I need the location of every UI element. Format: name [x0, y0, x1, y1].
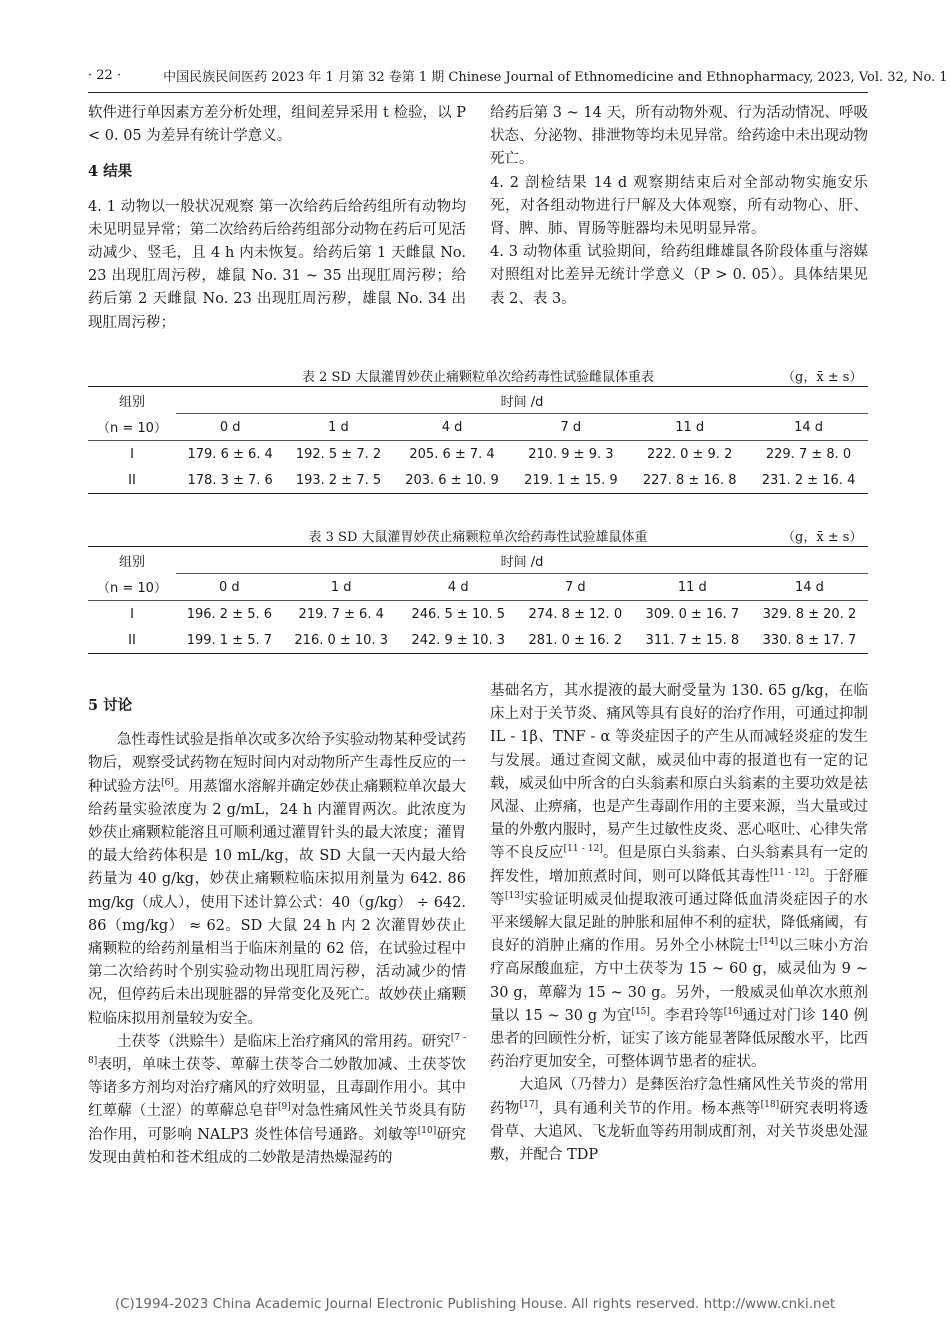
citation: [17]	[519, 1099, 539, 1110]
table2-day-header: 1 d	[284, 414, 392, 441]
table3-cell: 242. 9 ± 10. 3	[400, 627, 517, 654]
discussion-paragraph-3	[490, 1074, 868, 1167]
citation: [11 - 12]	[563, 844, 603, 855]
text-run: 研究表明将透骨草、大追风、飞龙斩血等药用制成酊剂，对关节炎患处湿敷，并配合 TDP	[490, 1100, 869, 1164]
table2-time-header: 时间 /d	[176, 387, 868, 414]
result-4-3-paragraph: 4. 3 动物体重 试验期间，给药组雌雄鼠各阶段体重与溶媒对照组对比差异无统计学意义（P > 0. 05）。具体结果见表 2、表 3。	[490, 244, 868, 307]
table2-cell: 231. 2 ± 16. 4	[749, 467, 868, 494]
table3	[88, 546, 868, 654]
citation: [14]	[759, 937, 779, 948]
table2	[88, 386, 868, 494]
table3-cell: 281. 0 ± 16. 2	[517, 627, 634, 654]
table3-cell: 329. 8 ± 20. 2	[762, 606, 857, 622]
table2-cell: 192. 5 ± 7. 2	[295, 446, 382, 462]
table3-group-cell: II	[88, 627, 176, 654]
table2-day-header: 11 d	[630, 414, 749, 441]
right-column-bottom	[490, 680, 868, 1167]
citation: [10]	[417, 1125, 437, 1136]
table3-cell: 219. 7 ± 6. 4	[298, 606, 384, 622]
discussion-paragraph-2	[88, 1031, 466, 1170]
text-run: 。李君玲等	[649, 1007, 724, 1024]
discussion-paragraph-1	[88, 729, 466, 1031]
result-4-1-paragraph: 4. 1 动物以一般状况观察 第一次给药后给药组所有动物均未见明显异常；第二次给药后给药组部分动物在药后可见活动减少、竖毛，且 4 h 内未恢复。给药后第 1 天雌鼠 No. 23 出现肛周污秽，雄鼠 No. 31 ~ 35 出现肛周污秽；给药后第 2 天雌鼠 No. 23 出现肛周污秽，雄鼠 No. 34 出现肛周污秽；	[88, 198, 466, 331]
table3-cell: 246. 5 ± 10. 5	[411, 606, 506, 622]
text-run: 通过对门诊 140 例患者的回顾性分析，证实了该方能显著降低尿酸水平，比西药治疗更加安全，可整体调节患者的症状。	[490, 1007, 868, 1071]
text-run: 土茯苓（洪赊牛）是临床上治疗痛风的常用药。研究	[117, 1033, 451, 1050]
right-column-top	[490, 102, 868, 311]
table2-unit: （g，x̄ ± s）	[782, 370, 863, 385]
table2-cell: 193. 2 ± 7. 5	[284, 467, 392, 494]
text-run: 表明，单味土茯苓、萆薢土茯苓合二妙散加减、土茯苓饮等诸多方剂均对治疗痛风的疗效明显，且毒副作用小。其中红萆薢（土涩）的萆薢总皂苷	[88, 1057, 466, 1120]
table3-group-header: 组别	[88, 547, 176, 574]
table3-cell: 196. 2 ± 5. 6	[186, 606, 272, 622]
table3-cell: 216. 0 ± 10. 3	[283, 627, 400, 654]
table3-day-header: 0 d	[176, 574, 283, 601]
table3-cell: 199. 1 ± 5. 7	[176, 627, 283, 654]
table-row	[88, 627, 868, 654]
table2-group-cell: II	[88, 467, 176, 494]
table2-cell: 210. 9 ± 9. 3	[528, 446, 614, 462]
citation: [9]	[277, 1102, 291, 1113]
table-row	[88, 601, 868, 628]
copyright-footer: (C)1994-2023 China Academic Journal Electronic Publishing House. All rights reserved. http://www.cnki.net	[114, 1296, 836, 1312]
text-run: 以三味小方治疗高尿酸血症，方中土茯苓为 15 ~ 60 g，威灵仙为 9 ~ 30 g，萆薢为 15 ~ 30 g。另外，一般威灵仙单次水煎剂量以 15 ~ 30 g 为宜	[490, 938, 869, 1024]
running-header	[88, 64, 948, 86]
table2-cell: 178. 3 ± 7. 6	[176, 467, 284, 494]
table3-cell: 274. 8 ± 12. 0	[528, 606, 623, 622]
citation: [13]	[504, 891, 524, 901]
table3-cell: 309. 0 ± 16. 7	[645, 606, 740, 622]
text-run: 基础名方，其水提液的最大耐受量为 130. 65 g/kg，在临床上对于关节炎、痛风等具有良好的治疗作用，可通过抑制 IL - 1β、TNF - α 等炎症因子的产生从而减轻炎症的发生与发展。通过查阅文献，威灵仙中毒的报道也有一定的记载，威灵仙中所含的白头翁素和原白头翁素的主要功效是祛风湿、止痹痛，也是产生毒副作用的主要来源，当大量或过量的外敷内服时，易产生过敏性皮炎、恶心呕吐、心律失常等不良反应	[490, 683, 868, 862]
text-run: 对急性痛风性关节炎具有防治作用，可影响 NALP3 炎性体信号通路。刘敏等	[88, 1103, 467, 1143]
table3-day-header: 11 d	[634, 574, 751, 601]
table-row	[88, 467, 868, 494]
citation: [16]	[723, 1007, 743, 1018]
table2-group-cell: I	[130, 446, 134, 462]
table2-day-header: 4 d	[393, 414, 512, 441]
table2-cell: 229. 7 ± 8. 0	[765, 446, 852, 462]
table3-unit: （g，x̄ ± s）	[782, 530, 863, 545]
table3-day-header: 1 d	[283, 574, 400, 601]
table2-day-header: 14 d	[749, 414, 868, 441]
table2-day-header: 0 d	[176, 414, 284, 441]
journal-info: 中国民族民间医药 2023 年 1 月第 32 卷第 1 期 Chinese Journal of Ethnomedicine and Ethnopharmacy, 2023, Vol. 32, No. 1	[163, 69, 948, 85]
citation: [18]	[760, 1099, 780, 1110]
text-run: ，具有通利关节的作用。杨本燕等	[538, 1100, 761, 1117]
table3-day-header: 7 d	[517, 574, 634, 601]
table3-cell: 311. 7 ± 15. 8	[634, 627, 751, 654]
text-run: 。用蒸馏水溶解并确定妙茯止痛颗粒单次最大给药量实验浓度为 2 g/mL，24 h 内灌胃两次。此浓度为妙茯止痛颗粒能溶且可顺利通过灌胃针头的最大浓度；灌胃的最大给药体积是 10 mL/kg，故 SD 大鼠一天内最大给药量为 40 g/kg，妙茯止痛颗粒临床拟用剂量为 642. 86 mg/kg（成人），使用下述计算公式：40（g/kg） ÷ 642. 86（mg/kg） ≈ 62。SD 大鼠 24 h 内 2 次灌胃妙茯止痛颗粒的给药剂量相当于临床剂量的 62 倍，在试验过程中第二次给药时个别实验动物出现肛周污秽，活动减少的情况，但停药后未出现脏器的异常变化及死亡。故妙茯止痛颗粒临床拟用剂量较为安全。	[88, 778, 467, 1027]
result-4-2-paragraph: 4. 2 剖检结果 14 d 观察期结束后对全部动物实施安乐死，对各组动物进行尸解及大体观察，所有动物心、肝、肾、脾、肺、胃肠等脏器均未见明显异常。	[490, 174, 868, 238]
table2-n-label: （n = 10）	[88, 414, 176, 441]
text-run: 急性毒性试验是指单次或多次给予实验动物某种受试药物后，观察受试药物在短时间内对动物所产生毒性反应的一种试验方法	[88, 732, 466, 795]
table2-cell: 227. 8 ± 16. 8	[630, 467, 749, 494]
table3-caption: 表 3 SD 大鼠灌胃妙茯止痛颗粒单次给药毒性试验雄鼠体重	[308, 530, 648, 545]
table2-group-header: 组别	[88, 387, 176, 414]
left-column-top	[88, 102, 466, 335]
table3-day-header: 4 d	[400, 574, 517, 601]
discussion-paragraph-2-continued	[490, 680, 868, 1074]
table3-time-header: 时间 /d	[176, 547, 868, 574]
text-run: 研究发现由黄柏和苍术组成的二妙散是清热燥湿药的	[88, 1126, 466, 1166]
result-continued-paragraph: 给药后第 3 ~ 14 天，所有动物外观、行为活动情况、呼吸状态、分泌物、排泄物等均未见异常。给药途中未出现动物死亡。	[490, 105, 868, 168]
table-row	[88, 441, 868, 468]
text-run: 。于舒雁等	[490, 868, 868, 908]
table2-cell: 205. 6 ± 7. 4	[409, 446, 495, 462]
section-4-heading: 4 结果	[88, 163, 133, 181]
section-5-heading: 5 讨论	[88, 697, 133, 714]
citation: [11 - 12]	[769, 867, 810, 878]
text-run: 大追风（乃替力）是彝医治疗急性痛风性关节炎的常用药物	[490, 1077, 868, 1117]
table2-caption: 表 2 SD 大鼠灌胃妙茯止痛颗粒单次给药毒性试验雌鼠体重表	[302, 370, 654, 385]
header-rule	[88, 92, 868, 93]
table2-cell: 219. 1 ± 15. 9	[511, 467, 630, 494]
citation: [7 - 8]	[88, 1033, 466, 1067]
text-run: 。但是原白头翁素、白头翁素具有一定的挥发性，增加煎煮时间，则可以降低其毒性	[490, 845, 869, 885]
table3-group-cell: I	[130, 606, 134, 622]
citation: [15]	[631, 1007, 650, 1018]
table2-cell: 203. 6 ± 10. 9	[393, 467, 512, 494]
table3-n-label: （n = 10）	[88, 574, 176, 601]
table3-cell: 330. 8 ± 17. 7	[751, 627, 868, 654]
table2-cell: 222. 0 ± 9. 2	[647, 446, 733, 462]
table2-cell: 179. 6 ± 6. 4	[187, 446, 273, 462]
citation: [6]	[161, 777, 174, 788]
table2-day-header: 7 d	[511, 414, 630, 441]
text-run: 实验证明威灵仙提取液可通过降低血清炎症因子的水平来缓解大鼠足趾的肿胀和屈伸不利的症状，降低痛阈，有良好的消肿止痛的作用。另外仝小林院士	[490, 891, 869, 955]
left-column-bottom	[88, 690, 466, 1170]
stats-paragraph: 软件进行单因素方差分析处理，组间差异采用 t 检验，以 P < 0. 05 为差异有统计学意义。	[88, 105, 466, 145]
page-number: · 22 ·	[88, 67, 122, 83]
table3-day-header: 14 d	[751, 574, 868, 601]
